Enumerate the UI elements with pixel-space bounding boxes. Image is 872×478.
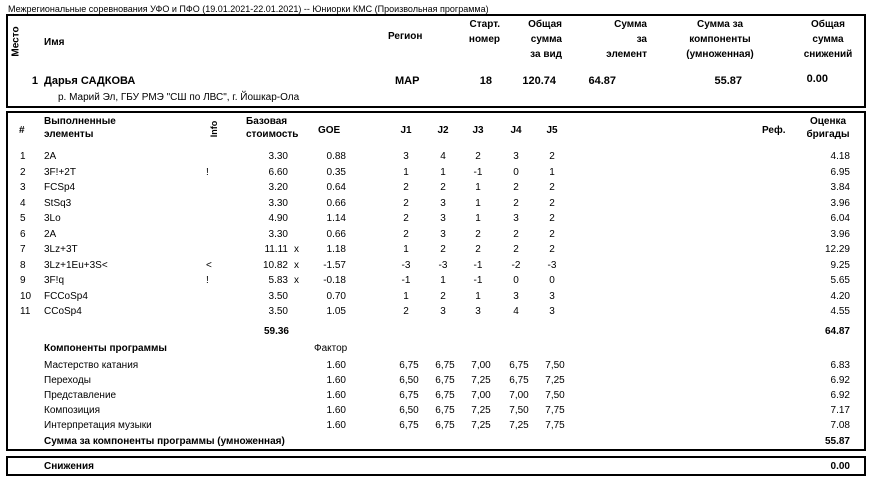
element-judge-4: -2 <box>511 259 521 271</box>
components-total: 55.87 <box>824 436 850 447</box>
element-num: 3 <box>20 182 26 193</box>
component-judge-1: 6,75 <box>399 420 419 431</box>
component-judge-5: 7,50 <box>545 360 565 371</box>
element-judge-1: 3 <box>403 151 409 162</box>
skater-start-number: 18 <box>479 75 492 87</box>
component-name: Представление <box>44 390 117 401</box>
header-start-number: Старт. номер <box>468 19 500 45</box>
component-judge-1: 6,50 <box>399 375 419 386</box>
element-goe: -1.57 <box>323 259 346 271</box>
component-name: Интерпретация музыки <box>44 420 152 431</box>
element-score: 4.18 <box>830 151 850 162</box>
skater-components-score: 55.87 <box>714 75 742 87</box>
element-base-value: 3.30 <box>268 197 288 209</box>
component-judge-4: 7,00 <box>509 390 529 401</box>
element-judge-3: -1 <box>473 275 483 286</box>
element-goe: 0.66 <box>326 197 346 209</box>
element-judge-2: 3 <box>440 228 446 240</box>
element-judge-3: 1 <box>475 290 481 302</box>
element-goe: 0.64 <box>326 182 346 193</box>
component-factor: 1.60 <box>326 420 346 431</box>
element-goe: 1.05 <box>326 306 346 317</box>
element-judge-4: 0 <box>513 166 519 178</box>
component-judge-3: 7,25 <box>471 420 491 431</box>
element-code: 3Lo <box>44 213 61 224</box>
component-judge-5: 7,75 <box>545 405 565 416</box>
element-score: 3.96 <box>830 228 850 240</box>
element-info: ! <box>206 166 209 178</box>
element-judge-3: -1 <box>473 166 483 178</box>
elements-score-total: 64.87 <box>824 326 850 337</box>
element-base-value: 5.83 <box>268 275 288 286</box>
element-judge-3: -1 <box>473 259 483 271</box>
skater-total-score: 120.74 <box>522 75 556 87</box>
component-judge-3: 7,00 <box>471 390 491 401</box>
element-score: 4.55 <box>830 306 850 317</box>
element-bonus-marker: x <box>294 244 299 255</box>
element-code: CCoSp4 <box>44 306 82 317</box>
element-num: 8 <box>20 259 26 271</box>
element-judge-2: 2 <box>440 182 446 193</box>
element-goe: -0.18 <box>323 275 346 286</box>
component-judge-3: 7,25 <box>471 375 491 386</box>
component-score: 7.17 <box>830 405 850 416</box>
element-judge-2: 3 <box>440 197 446 209</box>
element-judge-1: 2 <box>403 182 409 193</box>
element-code: 3Lz+3T <box>44 244 78 255</box>
element-judge-3: 1 <box>475 182 481 193</box>
element-judge-4: 2 <box>513 244 519 255</box>
element-base-value: 10.82 <box>262 259 288 271</box>
element-judge-4: 3 <box>513 290 519 302</box>
element-num: 6 <box>20 228 26 240</box>
elements-header-ref: Реф. <box>762 125 786 136</box>
element-base-value: 6.60 <box>268 166 288 178</box>
element-num: 7 <box>20 244 26 255</box>
element-judge-1: 1 <box>403 290 409 302</box>
component-judge-2: 6,75 <box>435 390 455 401</box>
element-bonus-marker: x <box>294 259 299 271</box>
elements-header-goe: GOE <box>318 125 341 136</box>
component-judge-3: 7,25 <box>471 405 491 416</box>
component-name: Переходы <box>44 375 91 386</box>
element-num: 4 <box>20 197 26 209</box>
element-judge-3: 2 <box>475 151 481 162</box>
element-judge-2: 3 <box>440 213 446 224</box>
deductions-box <box>6 456 866 476</box>
element-judge-5: 2 <box>549 182 555 193</box>
header-deductions: Общая сумма снижений <box>803 19 853 60</box>
component-score: 6.92 <box>830 390 850 401</box>
header-total-score: Общая сумма за вид <box>528 19 562 60</box>
element-code: 3Lz+1Eu+3S< <box>44 259 108 271</box>
elements-header-base: Базовая стоимость <box>246 116 299 140</box>
header-place: Место <box>10 26 22 57</box>
element-num: 2 <box>20 166 26 178</box>
skater-club: р. Марий Эл, ГБУ РМЭ "СШ по ЛВС", г. Йошкар-Ола <box>58 92 300 103</box>
component-judge-5: 7,25 <box>545 375 565 386</box>
element-judge-2: 2 <box>440 244 446 255</box>
element-judge-5: 2 <box>549 244 555 255</box>
skater-elements-score: 64.87 <box>588 75 616 87</box>
element-judge-2: 2 <box>440 290 446 302</box>
element-score: 12.29 <box>824 244 850 255</box>
elements-header-num: # <box>19 125 25 136</box>
element-score: 3.84 <box>830 182 850 193</box>
elements-header-j3: J3 <box>472 125 484 136</box>
element-base-value: 3.30 <box>268 228 288 240</box>
element-score: 3.96 <box>830 197 850 209</box>
element-goe: 0.66 <box>326 228 346 240</box>
component-score: 7.08 <box>830 420 850 431</box>
element-judge-1: -1 <box>401 275 411 286</box>
element-judge-1: 2 <box>403 213 409 224</box>
element-judge-3: 1 <box>475 197 481 209</box>
element-code: 3F!q <box>44 275 65 286</box>
element-judge-2: 1 <box>440 166 446 178</box>
element-code: 2A <box>44 151 57 162</box>
element-judge-5: 0 <box>549 275 555 286</box>
elements-header-j2: J2 <box>437 125 449 136</box>
element-num: 10 <box>20 290 32 302</box>
components-factor-header: Фактор <box>314 343 348 354</box>
element-code: StSq3 <box>44 197 72 209</box>
skater-deductions: 0.00 <box>806 73 828 85</box>
event-title: Межрегиональные соревнования УФО и ПФО (19.01.2021-22.01.2021) -- Юниорки КМС (Произвольная программа) <box>8 4 489 14</box>
element-base-value: 3.30 <box>268 151 288 162</box>
skater-place: 1 <box>31 75 38 87</box>
elements-header-j5: J5 <box>546 125 558 136</box>
components-total-label: Сумма за компоненты программы (умноженная) <box>44 436 285 447</box>
element-judge-2: 4 <box>440 151 446 162</box>
component-judge-2: 6,75 <box>435 405 455 416</box>
element-judge-3: 3 <box>475 306 481 317</box>
component-judge-4: 6,75 <box>509 360 529 371</box>
element-judge-5: 2 <box>549 213 555 224</box>
element-judge-4: 0 <box>513 275 519 286</box>
element-judge-1: 2 <box>403 306 409 317</box>
element-score: 4.20 <box>830 290 850 302</box>
element-score: 6.95 <box>830 166 850 178</box>
element-judge-4: 2 <box>513 197 519 209</box>
component-judge-4: 7,50 <box>509 405 529 416</box>
elements-header-j4: J4 <box>510 125 522 136</box>
element-code: 3F!+2T <box>44 166 76 178</box>
element-judge-5: 1 <box>549 166 555 178</box>
deductions-total: 0.00 <box>830 461 850 472</box>
element-info: < <box>206 259 212 271</box>
elements-base-total: 59.36 <box>263 326 289 337</box>
element-bonus-marker: x <box>294 275 299 286</box>
component-judge-1: 6,75 <box>399 390 419 401</box>
element-goe: 0.70 <box>326 290 346 302</box>
element-goe: 0.35 <box>326 166 346 178</box>
component-factor: 1.60 <box>326 390 346 401</box>
element-judge-4: 3 <box>513 213 519 224</box>
element-score: 5.65 <box>830 275 850 286</box>
element-judge-3: 1 <box>475 213 481 224</box>
component-judge-1: 6,50 <box>399 405 419 416</box>
header-components-score: Сумма за компоненты (умноженная) <box>686 19 754 60</box>
element-num: 1 <box>20 151 26 162</box>
component-judge-2: 6,75 <box>435 375 455 386</box>
element-judge-2: 3 <box>440 306 446 317</box>
element-judge-5: 2 <box>549 151 555 162</box>
component-judge-4: 6,75 <box>509 375 529 386</box>
skater-name: Дарья САДКОВА <box>44 75 136 87</box>
element-code: FCSp4 <box>44 182 76 193</box>
element-num: 11 <box>20 306 31 317</box>
component-judge-3: 7,00 <box>471 360 491 371</box>
component-score: 6.83 <box>830 360 850 371</box>
element-goe: 0.88 <box>326 151 346 162</box>
element-judge-5: 2 <box>549 228 555 240</box>
element-goe: 1.18 <box>326 244 346 255</box>
element-judge-4: 3 <box>513 151 519 162</box>
elements-header-j1: J1 <box>400 125 412 136</box>
component-factor: 1.60 <box>326 405 346 416</box>
element-base-value: 3.50 <box>268 290 288 302</box>
element-num: 9 <box>20 275 26 286</box>
element-info: ! <box>206 275 209 286</box>
element-judge-2: 1 <box>440 275 446 286</box>
component-judge-4: 7,25 <box>509 420 529 431</box>
component-name: Композиция <box>44 405 101 416</box>
component-score: 6.92 <box>830 375 850 386</box>
element-code: 2A <box>44 228 57 240</box>
deductions-label: Снижения <box>44 461 94 472</box>
element-judge-5: 3 <box>549 290 555 302</box>
element-judge-5: 2 <box>549 197 555 209</box>
component-judge-1: 6,75 <box>399 360 419 371</box>
skater-region: МАР <box>395 75 420 87</box>
element-base-value: 3.20 <box>268 182 288 193</box>
component-judge-2: 6,75 <box>435 360 455 371</box>
header-name: Имя <box>44 37 65 48</box>
component-judge-5: 7,75 <box>545 420 565 431</box>
component-judge-2: 6,75 <box>435 420 455 431</box>
element-judge-5: 3 <box>549 306 555 317</box>
element-score: 6.04 <box>830 213 850 224</box>
elements-header-score: Оценка бригады <box>806 116 850 140</box>
element-goe: 1.14 <box>326 213 346 224</box>
header-region: Регион <box>388 31 423 42</box>
element-code: FCCoSp4 <box>44 290 88 302</box>
components-title: Компоненты программы <box>44 343 167 354</box>
element-judge-1: 2 <box>403 228 409 240</box>
element-judge-1: -3 <box>401 259 411 271</box>
component-factor: 1.60 <box>326 375 346 386</box>
component-name: Мастерство катания <box>44 360 139 371</box>
element-base-value: 11.11 <box>264 244 288 255</box>
header-elements-score: Сумма за элемент <box>606 19 647 60</box>
component-factor: 1.60 <box>326 360 346 371</box>
element-judge-4: 4 <box>513 306 519 317</box>
element-base-value: 3.50 <box>268 306 288 317</box>
element-judge-2: -3 <box>438 259 448 271</box>
element-judge-1: 1 <box>403 166 409 178</box>
component-judge-5: 7,50 <box>545 390 565 401</box>
element-judge-4: 2 <box>513 182 519 193</box>
element-judge-3: 2 <box>475 228 481 240</box>
element-judge-5: -3 <box>547 259 557 271</box>
element-judge-3: 2 <box>475 244 481 255</box>
element-judge-1: 2 <box>403 197 409 209</box>
element-score: 9.25 <box>830 259 850 271</box>
element-judge-1: 1 <box>403 244 409 255</box>
elements-header-executed: Выполненные элементы <box>44 116 116 140</box>
element-base-value: 4.90 <box>268 213 288 224</box>
element-num: 5 <box>20 213 26 224</box>
element-judge-4: 2 <box>513 228 519 240</box>
elements-header-info: Info <box>209 120 219 138</box>
